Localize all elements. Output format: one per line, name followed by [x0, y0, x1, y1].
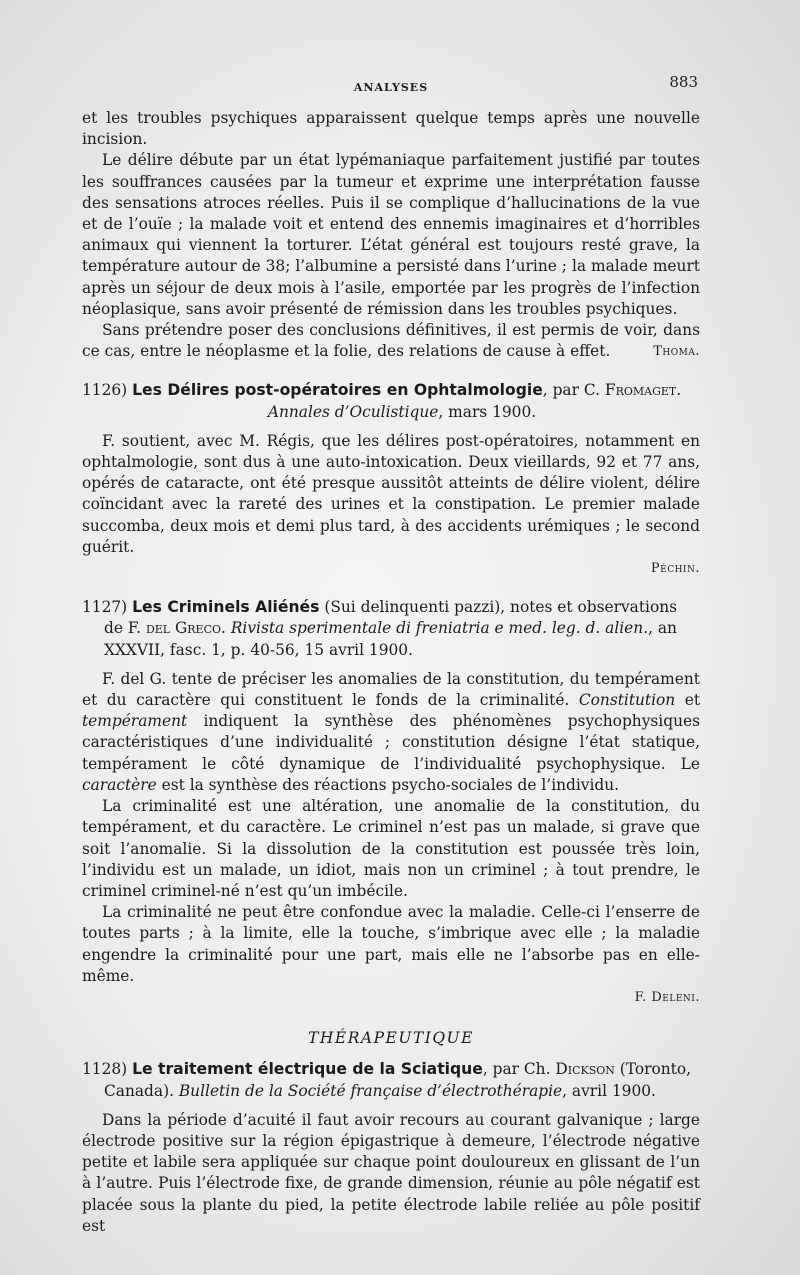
entry-1127-term-caractere: caractère: [82, 775, 157, 794]
signature-pechin: Péchin.: [650, 561, 700, 577]
intro-paragraph-3-text: Sans prétendre poser des conclusions définitives, il est permis de voir, dans ce cas, entre le néoplasme et la folie, des relations de cause à effet.: [82, 321, 700, 361]
entry-1127-subtitle: (Sui delinquenti pazzi), notes et observations de F.: [104, 598, 678, 638]
entry-1126-number: 1126): [82, 381, 128, 400]
entry-1126-title: Les Délires post-opératoires en Ophtalmologie: [132, 381, 543, 400]
entry-1128-date: , avril 1900.: [562, 1081, 656, 1100]
entry-1126-heading: [82, 380, 700, 422]
entry-1127-number: 1127): [82, 598, 128, 617]
entry-1128-author: Dickson: [555, 1060, 615, 1079]
intro-paragraph-1: et les troubles psychiques apparaissent quelque temps après une nouvelle incision.: [82, 109, 700, 149]
entry-1128-body: [82, 1110, 700, 1237]
entry-1127-title: Les Criminels Aliénés: [132, 598, 320, 617]
entry-1127-body: [82, 669, 700, 1008]
entry-1127-journal: Rivista sperimentale di freniatria e med. leg. d. alien.: [230, 619, 649, 638]
entry-1127-p1-and: et: [675, 691, 700, 710]
page-number: 883: [669, 73, 698, 91]
intro-paragraph-3: [82, 320, 700, 362]
entry-1126-paragraph: F. soutient, avec M. Régis, que les délires post-opératoires, notamment en ophtalmologie, sont dus à une auto-intoxication. Deux vieillards, 92 et 77 ans, opérés de cataracte, ont été presque aussitôt atteints de délire violent, délire coïncidant avec la rareté des urines et la constipation. Le premier malade succomba, deux mois et demi plus tard, à des accidents urémiques ; le second guérit.: [82, 431, 700, 556]
entry-1127-author: del Greco.: [145, 619, 226, 638]
entry-1126-source: [104, 402, 700, 423]
entry-1128-heading: [82, 1059, 700, 1101]
entry-1127-term-temperament: tempérament: [82, 712, 188, 731]
section-title-therapeutique: THÉRAPEUTIQUE: [308, 1029, 474, 1048]
entry-1127-term-constitution: Constitution: [578, 691, 676, 710]
entry-1126-journal: Annales d’Oculistique: [267, 402, 439, 421]
running-title: ANALYSES: [353, 81, 429, 94]
entry-1126: [82, 380, 700, 579]
entry-1127-paragraph-1: [82, 669, 700, 796]
entry-1126-byline: , par C.: [542, 381, 600, 400]
entry-1127: [82, 597, 700, 1008]
entry-1127-paragraph-2: La criminalité est une altération, une anomalie de la constitution, du tempérament, et du caractère. Le criminel n’est pas un malade, si grave que soit l’anomalie. Si la dissolution de la constitution est poussée très loin, l’individu est un malade, un idiot, mais non un criminel ; à tout prendre, le criminel criminel-né n’est qu’un imbécile.: [82, 797, 700, 900]
page-header: [82, 72, 700, 96]
entry-1127-p1-end: est la synthèse des réactions psycho-sociales de l’individu.: [156, 775, 620, 794]
entry-1128-location: (Toronto, Canada).: [104, 1060, 692, 1100]
entry-1128-journal: Bulletin de la Société française d’électrothérapie: [178, 1081, 563, 1100]
entry-1126-author: Fromaget.: [604, 381, 682, 400]
signature-thoma: Thoma.: [653, 344, 700, 360]
entry-1126-body: [82, 431, 700, 579]
signature-deleni: F. Deleni.: [634, 989, 700, 1005]
entry-1128-title: Le traitement électrique de la Sciatique: [132, 1060, 483, 1079]
entry-1127-paragraph-3: La criminalité ne peut être confondue avec la maladie. Celle-ci l’enserre de toutes parts ; à la limite, elle la touche, s’imbrique avec elle ; la maladie engendre la criminalité pour une part, mais elle ne l’absorbe pas en elle-même.: [82, 903, 700, 985]
entry-1127-p1-start: F. del G. tente de préciser les anomalies de la constitution, du tempérament et du caractère qui constituent le fonds de la criminalité.: [82, 669, 700, 710]
entry-1128-byline: , par Ch.: [482, 1060, 551, 1079]
entry-1128-number: 1128): [82, 1060, 128, 1079]
intro-paragraph-2: Le délire débute par un état lypémaniaque parfaitement justifié par toutes les souffrances causées par la tumeur et exprime une interprétation fausse des sensations atroces réelles. Puis il se complique d’hallucinations de la vue et de l’ouïe ; la malade voit et entend des ennemis imaginaires et d’horribles animaux qui viennent la torturer. L’état général est toujours resté grave, la température autour de 38; l’albumine a persisté dans l’urine ; la malade meurt après un séjour de deux mois à l’asile, emportée par les progrès de l’infection néoplasique, sans avoir présenté de rémission dans les troubles psychiques.: [82, 151, 700, 318]
entry-1128-paragraph: Dans la période d’acuité il faut avoir recours au courant galvanique ; large électrode positive sur la région épigastrique à demeure, l’électrode négative petite et labile sera appliquée sur chaque point douloureux en glissant de l’un à l’autre. Puis l’électrode fixe, de grande dimension, réunie au pôle négatif est placée sous la plante du pied, la petite électrode labile reliée au pôle positif est: [82, 1110, 700, 1235]
entry-1126-date: , mars 1900.: [438, 402, 537, 421]
entry-1127-date: , an XXXVII, fasc. 1, p. 40-56, 15 avril 1900.: [104, 619, 677, 659]
page-text: [82, 72, 700, 1237]
entry-1127-heading: [82, 597, 700, 661]
entry-1128: [82, 1059, 700, 1237]
entry-1127-p1-mid: indiquent la synthèse des phénomènes psychophysiques caractéristiques d’une individualité ; constitution désigne l’état statique, tempérament le côté dynamique de l’individualité psychophysique. Le: [82, 712, 700, 773]
